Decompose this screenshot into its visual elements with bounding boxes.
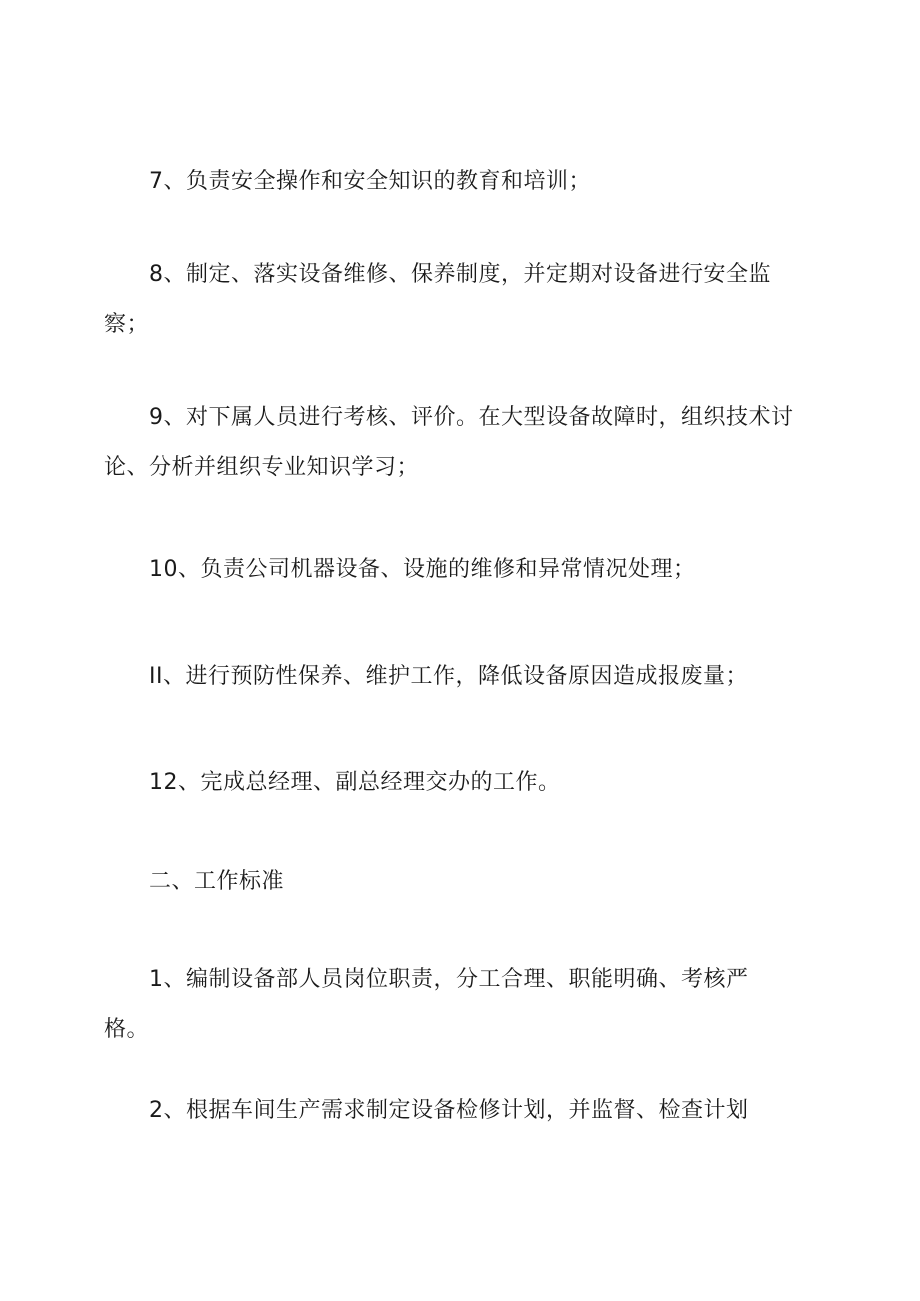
section-heading-text: 二、工作标准	[149, 869, 285, 894]
paragraph-line: 1、编制设备部人员岗位职责，分工合理、职能明确、考核严	[149, 967, 749, 992]
paragraph-standard-1	[104, 955, 816, 1055]
paragraph-line: 2、根据车间生产需求制定设备检修计划，并监督、检查计划	[149, 1098, 749, 1123]
paragraph-item-11	[104, 652, 816, 702]
paragraph-line: II、进行预防性保养、维护工作，降低设备原因造成报废量；	[149, 664, 748, 689]
section-heading-work-standards	[104, 857, 816, 907]
paragraph-line: 8、制定、落实设备维修、保养制度，并定期对设备进行安全监	[149, 262, 771, 287]
paragraph-item-7	[104, 157, 816, 207]
paragraph-line: 察；	[104, 312, 150, 337]
paragraph-item-9	[104, 393, 816, 493]
paragraph-line: 9、对下属人员进行考核、评价。在大型设备故障时，组织技术讨	[149, 405, 794, 430]
paragraph-item-8	[104, 250, 816, 350]
paragraph-line: 10、负责公司机器设备、设施的维修和异常情况处理；	[149, 557, 696, 582]
paragraph-line: 7、负责安全操作和安全知识的教育和培训；	[149, 169, 591, 194]
paragraph-item-12	[104, 758, 816, 808]
paragraph-standard-2	[104, 1086, 816, 1136]
paragraph-line: 论、分析并组织专业知识学习；	[104, 455, 420, 480]
paragraph-line: 12、完成总经理、副总经理交办的工作。	[149, 770, 561, 795]
paragraph-item-10	[104, 545, 816, 595]
paragraph-line: 格。	[104, 1017, 150, 1042]
